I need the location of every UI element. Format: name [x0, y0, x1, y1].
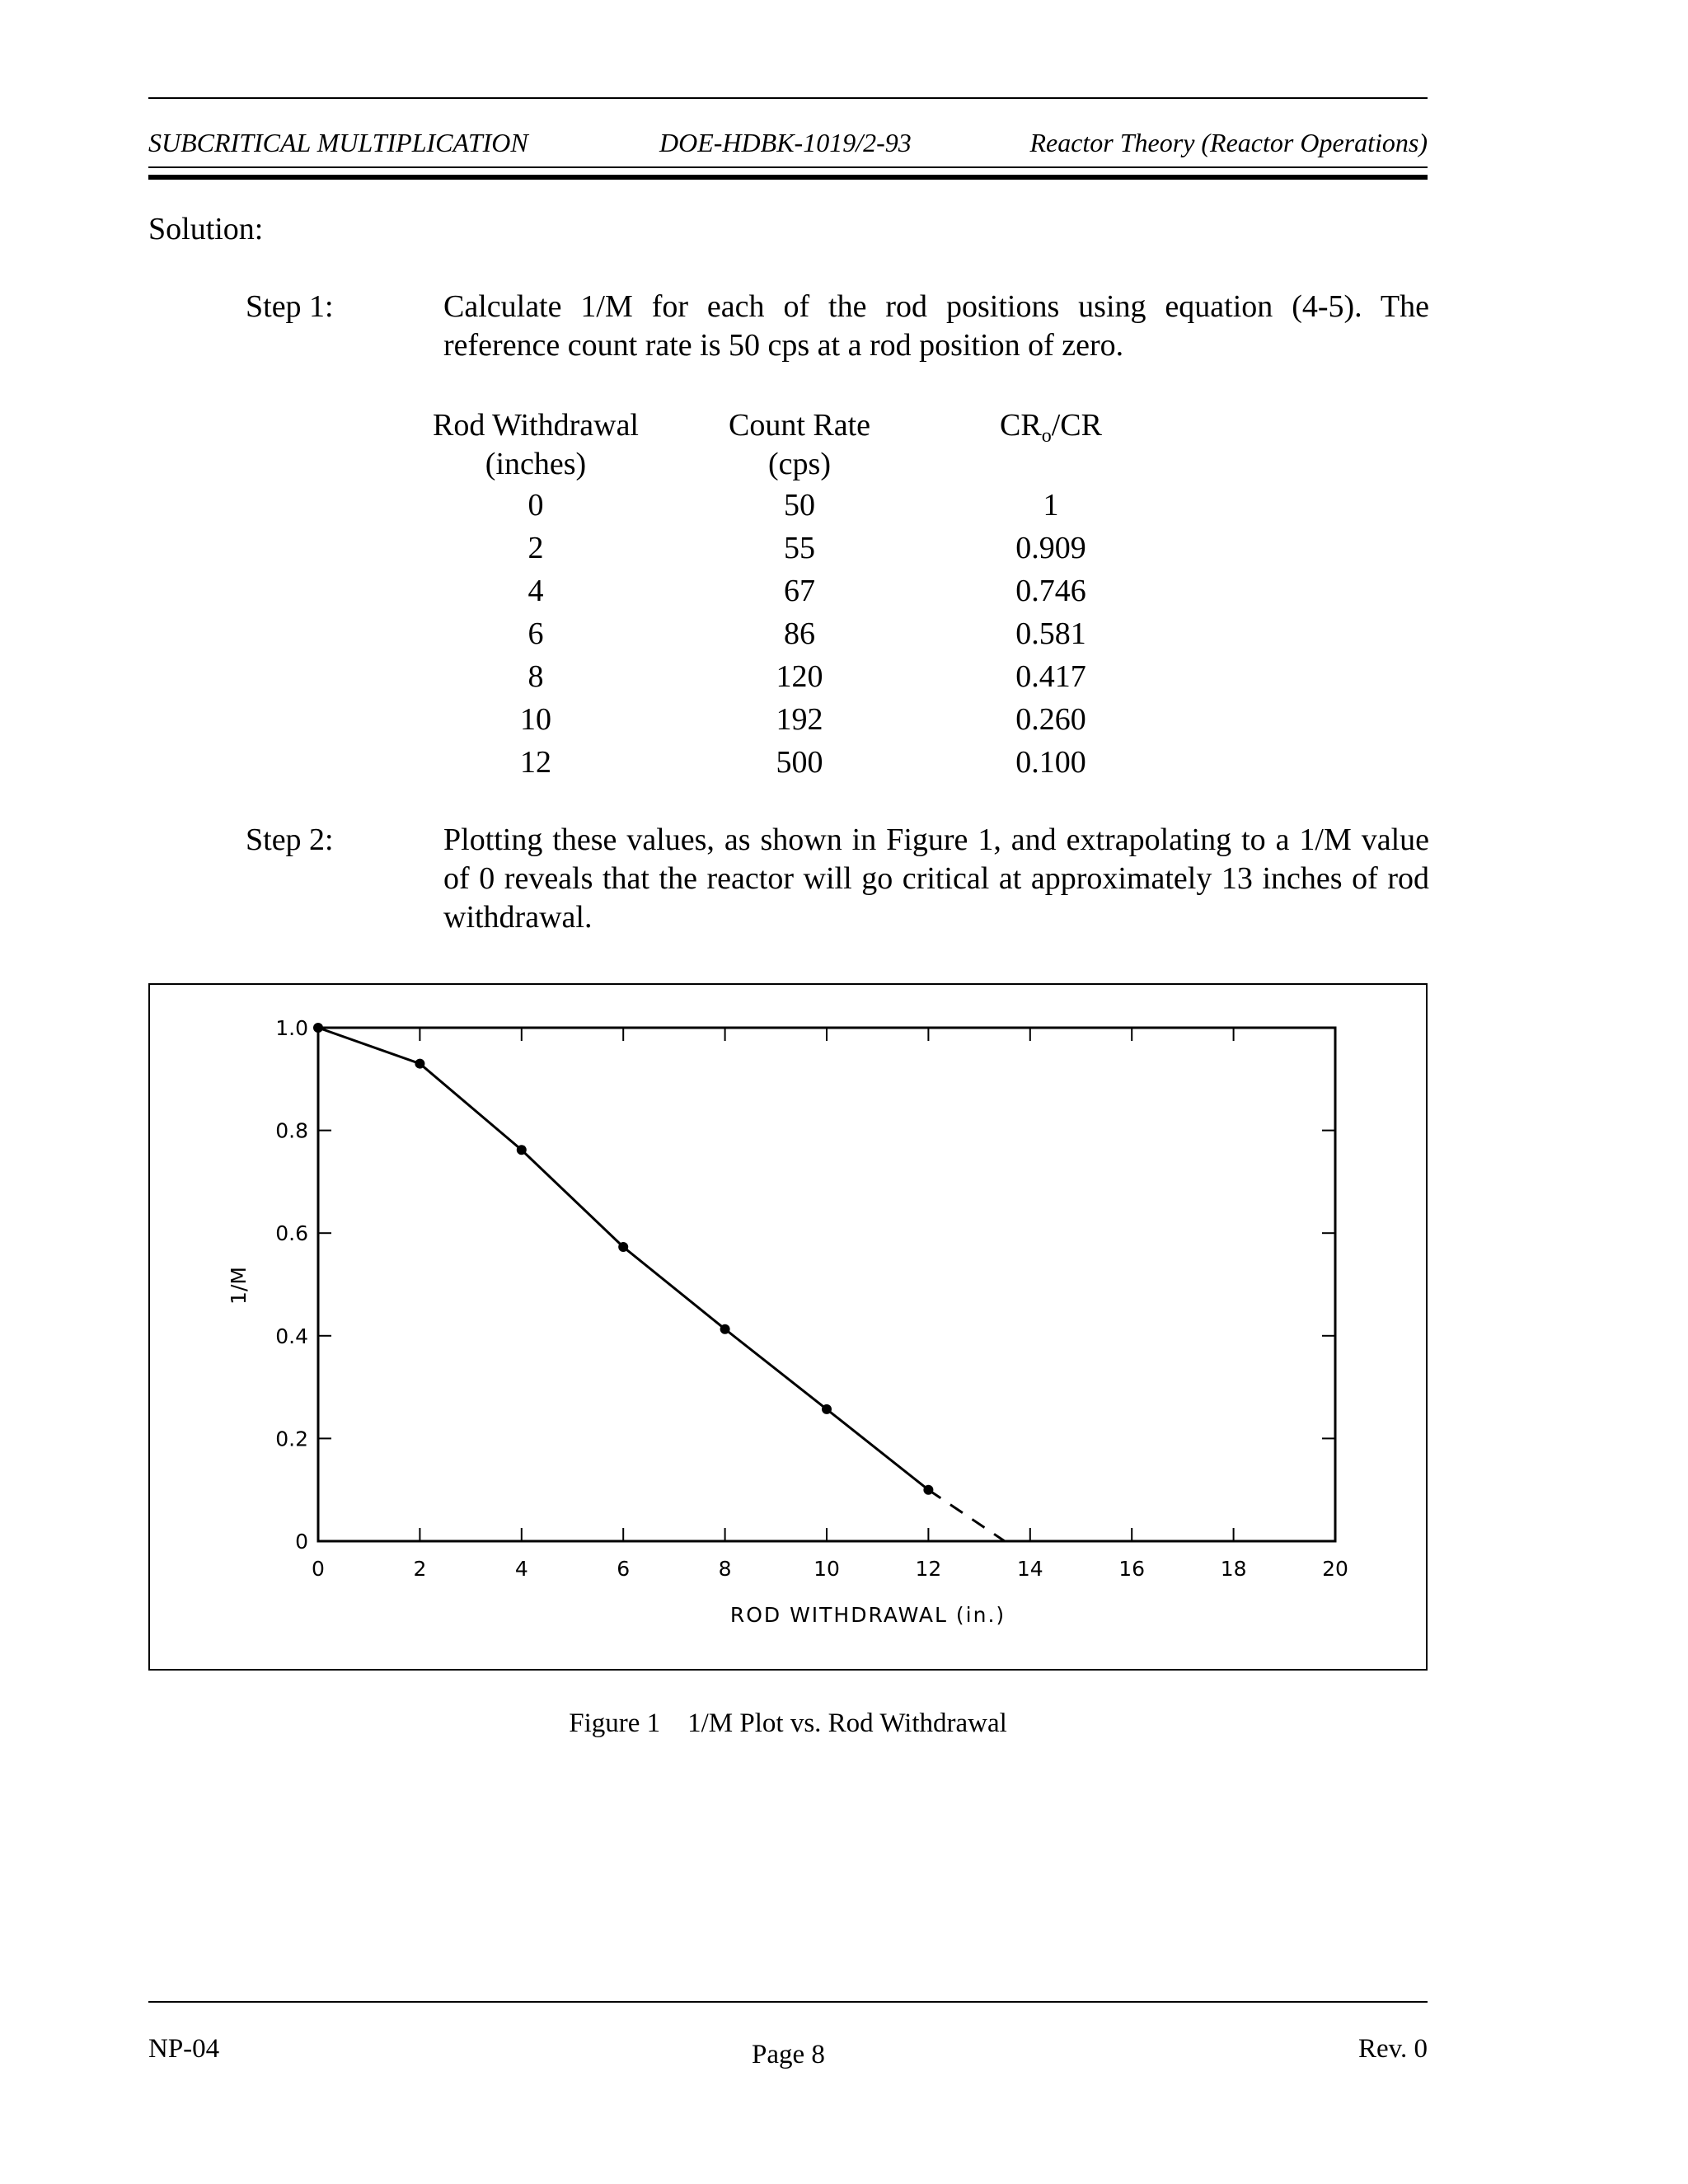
series-line — [318, 1028, 928, 1490]
table-cell: 0 — [528, 488, 544, 523]
header-right: Reactor Theory (Reactor Operations) — [1029, 128, 1428, 157]
header-left: SUBCRITICAL MULTIPLICATION — [148, 128, 528, 157]
extrapolation-dashed-line — [928, 1490, 1005, 1541]
table-cell: 10 — [520, 702, 551, 737]
y-tick-label: 0.8 — [275, 1118, 308, 1143]
table-cell: 8 — [528, 659, 544, 694]
data-point — [415, 1059, 424, 1069]
table-cell: 0.581 — [1015, 616, 1086, 651]
table-cell: 55 — [784, 531, 815, 565]
x-tick-label: 8 — [718, 1557, 732, 1581]
footer-rule — [148, 2001, 1428, 2003]
figure-caption: Figure 1 1/M Plot vs. Rod Withdrawal — [569, 1708, 1007, 1738]
footer-right: Rev. 0 — [1357, 2034, 1428, 2064]
x-tick-label: 20 — [1322, 1557, 1348, 1581]
col3-header-tail: /CR — [1051, 408, 1102, 443]
table-cell: 500 — [776, 745, 823, 780]
table-cell: 6 — [528, 616, 544, 651]
y-tick-label: 0.2 — [275, 1427, 308, 1451]
y-axis-label: 1/M — [227, 1267, 251, 1305]
y-tick-label: 1.0 — [275, 1016, 308, 1040]
data-point — [313, 1023, 323, 1033]
table-cell: 1 — [1043, 488, 1059, 523]
y-tick-label: 0.4 — [275, 1324, 308, 1348]
x-tick-label: 2 — [413, 1557, 427, 1581]
table-cell: 120 — [776, 659, 823, 694]
col1-header-line1: Rod Withdrawal — [432, 408, 639, 443]
col2-header-line1: Count Rate — [728, 408, 871, 443]
footer-left: NP-04 — [148, 2034, 220, 2064]
col2-header-line2: (cps) — [768, 447, 831, 481]
step1-text: Calculate 1/M for each of the rod positions using equation (4-5). The reference count rate is 50 cps at a rod position of zero. — [443, 289, 1429, 363]
table-cell: 0.746 — [1015, 574, 1086, 608]
data-point — [517, 1145, 527, 1155]
y-tick-label: 0.6 — [275, 1221, 308, 1246]
table-cell: 192 — [776, 702, 823, 737]
x-axis-label: ROD WITHDRAWAL (in.) — [729, 1603, 1006, 1627]
table-cell: 50 — [784, 488, 815, 523]
x-tick-label: 12 — [915, 1557, 942, 1581]
header-center: DOE-HDBK-1019/2-93 — [659, 128, 912, 157]
step1-label: Step 1: — [246, 289, 334, 324]
col3-header-main: CR — [1000, 408, 1042, 443]
data-point — [822, 1404, 832, 1414]
y-tick-label: 0 — [295, 1530, 308, 1554]
col3-header-subscript: o — [1041, 425, 1052, 447]
table-cell: 0.909 — [1015, 531, 1086, 565]
x-tick-label: 18 — [1220, 1557, 1247, 1581]
table-cell: 0.417 — [1015, 659, 1086, 694]
table-cell: 67 — [784, 574, 815, 608]
x-tick-label: 4 — [514, 1557, 528, 1581]
step2-label: Step 2: — [246, 823, 334, 857]
data-point — [720, 1324, 730, 1334]
col1-header-line2: (inches) — [485, 447, 587, 481]
footer-center: Page 8 — [752, 2040, 825, 2069]
table-cell: 86 — [784, 616, 815, 651]
table-cell: 4 — [528, 574, 544, 608]
x-tick-label: 14 — [1016, 1557, 1043, 1581]
step2-text: Plotting these values, as shown in Figure 1, and extrapolating to a 1/M value of 0 reveals that the reactor will go critical at approximately 13 inches of rod withdrawal. — [443, 823, 1429, 935]
x-tick-label: 6 — [617, 1557, 631, 1581]
x-tick-label: 10 — [814, 1557, 840, 1581]
data-point — [618, 1242, 628, 1252]
solution-label: Solution: — [148, 212, 264, 246]
table-cell: 2 — [528, 531, 544, 565]
x-tick-label: 16 — [1118, 1557, 1146, 1581]
table-cell: 0.260 — [1015, 702, 1086, 737]
table-cell: 0.100 — [1015, 745, 1086, 780]
plot-area-border — [318, 1028, 1335, 1541]
table-cell: 12 — [520, 745, 551, 780]
x-tick-label: 0 — [312, 1557, 325, 1581]
